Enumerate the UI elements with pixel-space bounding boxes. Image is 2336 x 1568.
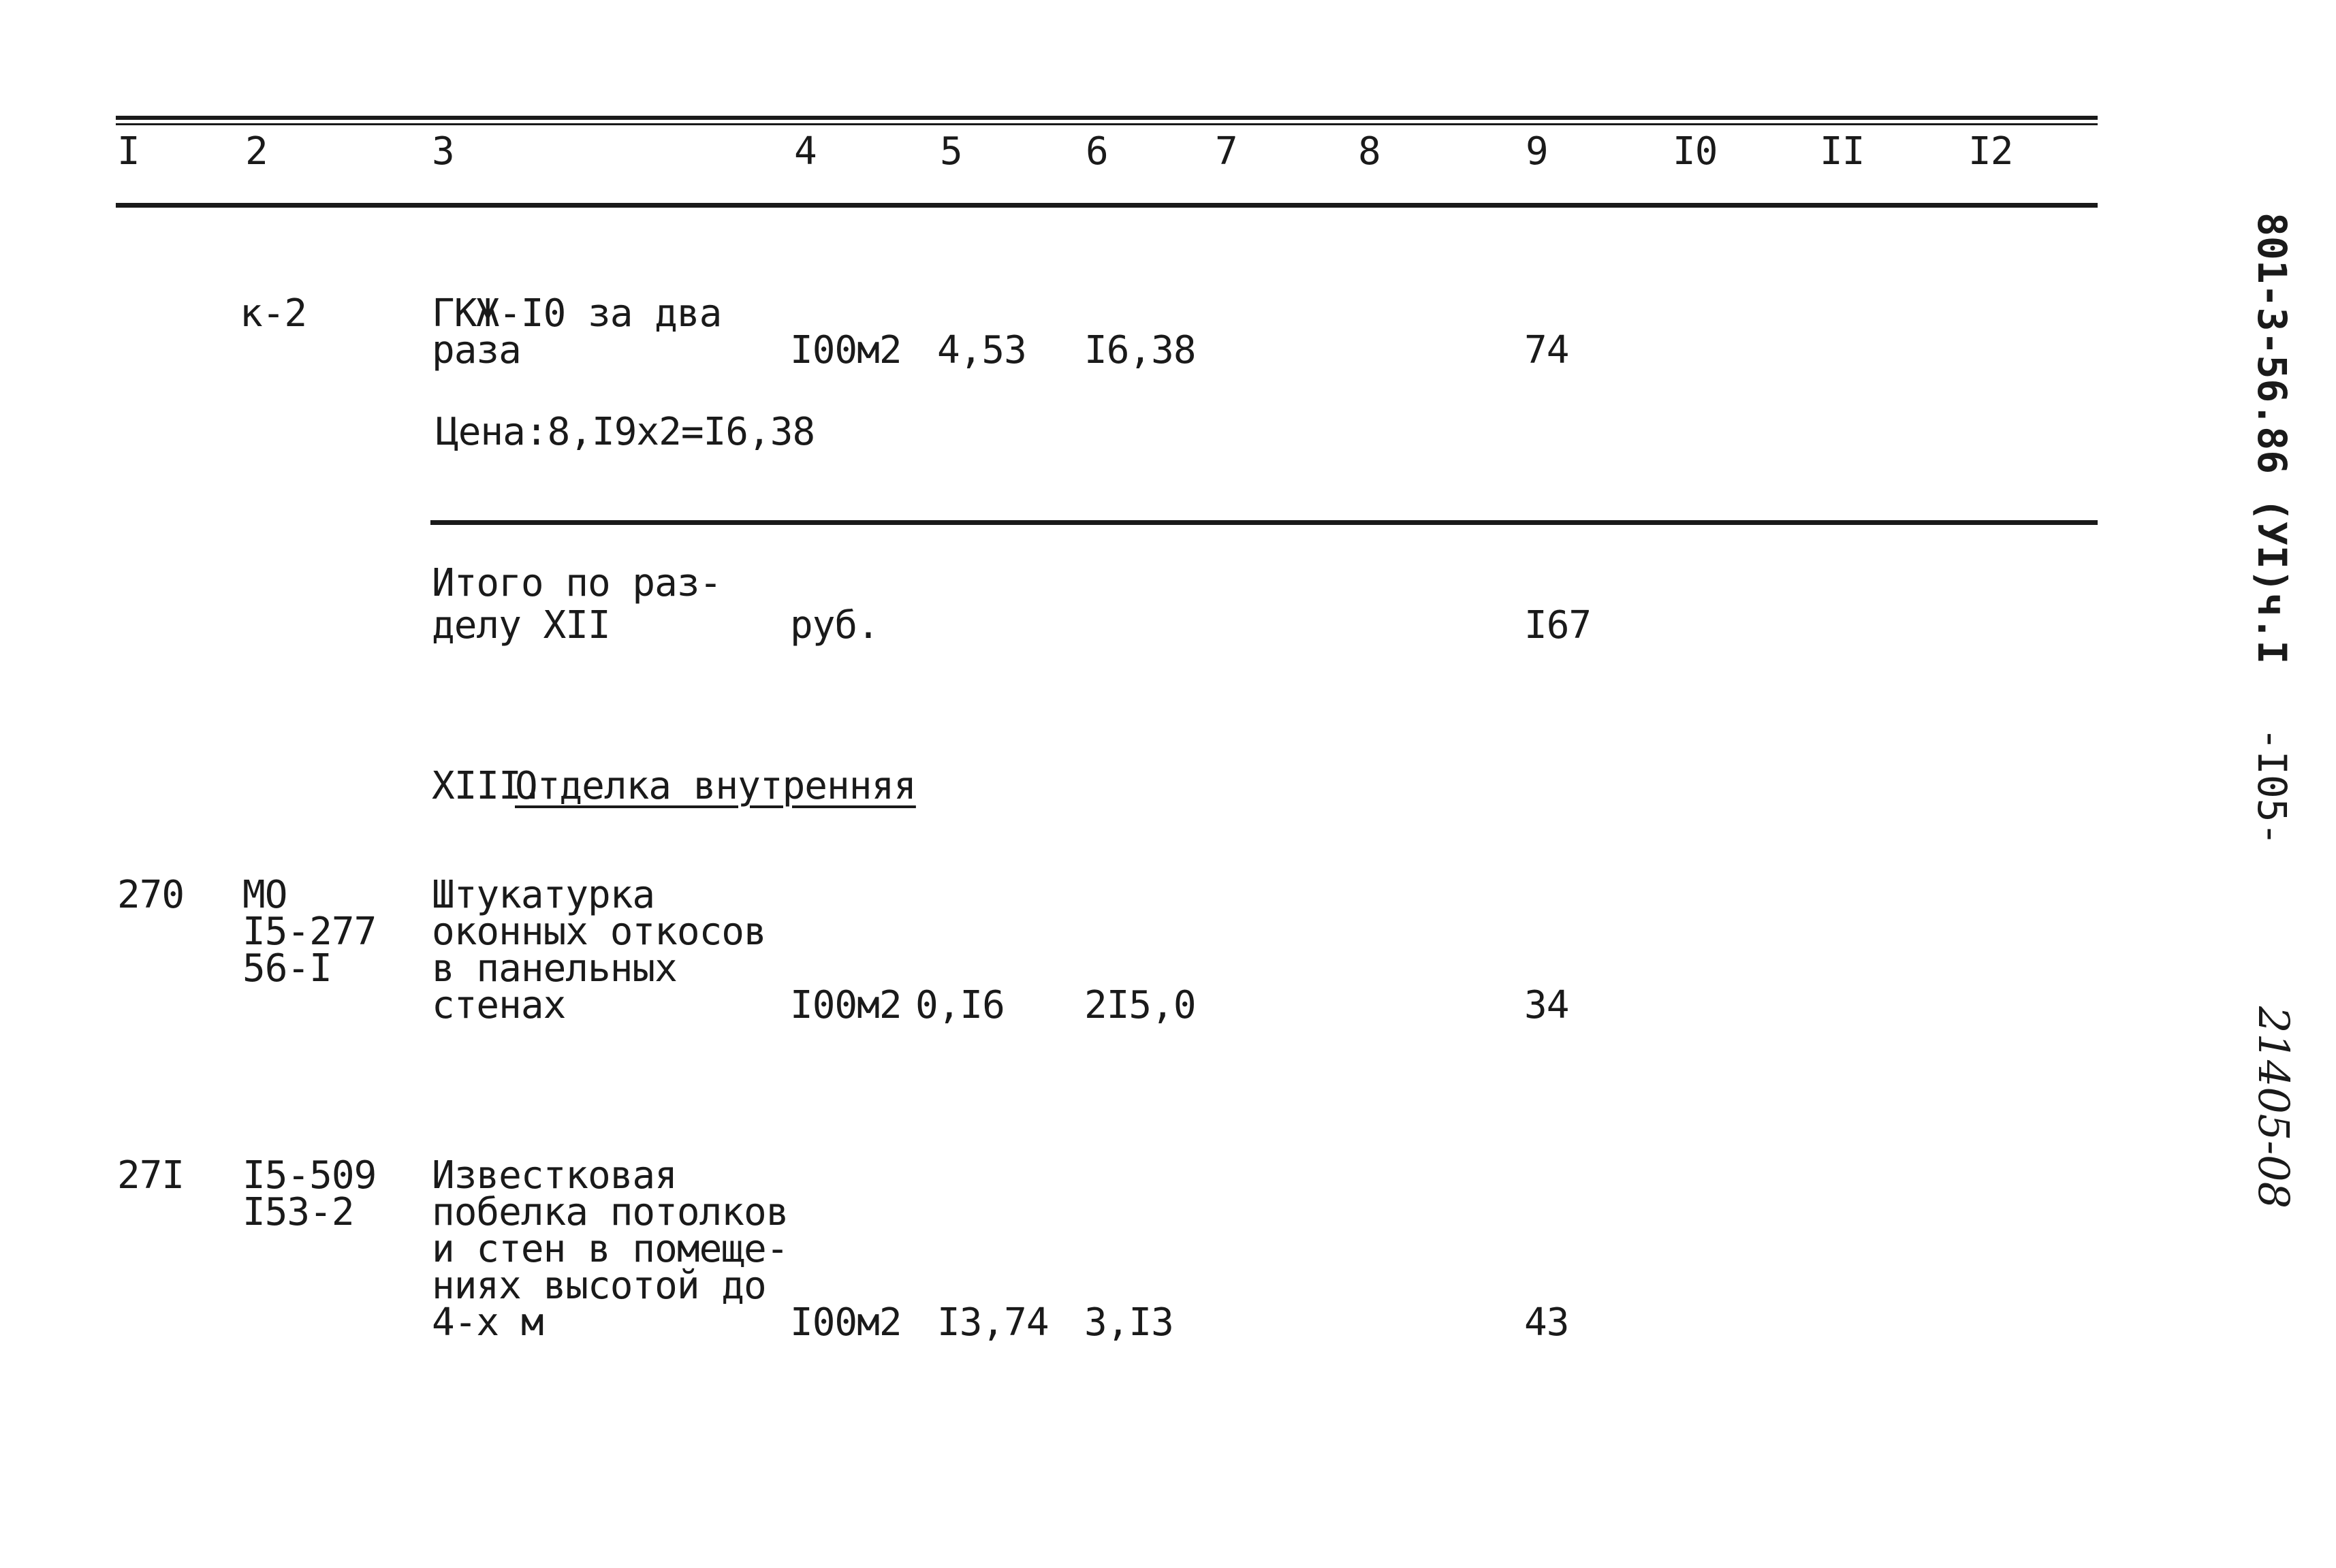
header-col-4: 4 (794, 129, 817, 174)
row-271-qty: I3,74 (937, 1300, 1049, 1345)
header-col-3: 3 (432, 129, 454, 174)
row-k2-code: к-2 (240, 291, 307, 336)
row-271-num: 27I (117, 1153, 185, 1198)
row-k2-desc-line2: раза (432, 328, 521, 372)
section-title: Отделка внутренняя (515, 764, 916, 808)
row-k2-price: I6,38 (1084, 328, 1196, 372)
row-271-code-line1: I5-509 (242, 1153, 377, 1198)
row-k2-qty: 4,53 (937, 328, 1026, 372)
subtotal-unit: руб. (790, 603, 879, 647)
row-271-desc-line1: Известковая (432, 1153, 677, 1198)
header-col-11: II (1820, 129, 1865, 174)
top-rule-1 (116, 116, 2098, 120)
header-col-6: 6 (1086, 129, 1108, 174)
row-271-cost: 43 (1524, 1300, 1569, 1345)
top-rule-2 (116, 123, 2098, 125)
row-271-desc-line5: 4-х м (432, 1300, 543, 1345)
row-271-desc-line2: побелка потолков (432, 1190, 789, 1234)
margin-doc-code: 801-3-56.86 (УI)ч.I (2249, 212, 2295, 665)
header-col-9: 9 (1526, 129, 1548, 174)
row-270-num: 270 (117, 873, 185, 917)
section-number: XIII. (432, 764, 543, 808)
subtotal-value: I67 (1524, 603, 1592, 647)
header-col-8: 8 (1358, 129, 1380, 174)
row-k2-unit: I00м2 (790, 328, 902, 372)
row-270-code-line2: I5-277 (242, 910, 377, 954)
subtotal-label-line2: делу XII (432, 603, 610, 647)
header-col-5: 5 (940, 129, 962, 174)
header-col-10: I0 (1673, 129, 1718, 174)
row-271-price: 3,I3 (1084, 1300, 1173, 1345)
row-270-desc-line1: Штукатурка (432, 873, 655, 917)
subtotal-label-line1: Итого по раз- (432, 561, 722, 605)
row-270-qty: 0,I6 (915, 983, 1005, 1027)
row-k2-cost: 74 (1524, 328, 1569, 372)
price-note: Цена:8,I9х2=I6,38 (436, 410, 815, 454)
row-270-unit: I00м2 (790, 983, 902, 1027)
header-col-7: 7 (1215, 129, 1237, 174)
margin-stamp: 21405-08 (2249, 1006, 2299, 1209)
row-270-desc-line2: оконных откосов (432, 910, 766, 954)
margin-page-number: -I05- (2249, 727, 2295, 846)
header-col-2: 2 (245, 129, 268, 174)
row-270-price: 2I5,0 (1084, 983, 1196, 1027)
row-271-unit: I00м2 (790, 1300, 902, 1345)
row-270-desc-line4: стенах (432, 983, 566, 1027)
row-270-code-line3: 56-I (242, 946, 332, 991)
row-271-desc-line4: ниях высотой до (432, 1264, 766, 1308)
row-k2-desc-line1: ГКЖ-I0 за два (432, 291, 722, 336)
subtotal-rule (430, 520, 2098, 525)
header-bottom-rule (116, 203, 2098, 208)
row-270-desc-line3: в панельных (432, 946, 677, 991)
row-270-code-line1: МО (242, 873, 287, 917)
row-271-desc-line3: и стен в помеще- (432, 1227, 789, 1271)
header-col-12: I2 (1968, 129, 2013, 174)
row-271-code-line2: I53-2 (242, 1190, 354, 1234)
header-col-1: I (117, 129, 140, 174)
row-270-cost: 34 (1524, 983, 1569, 1027)
